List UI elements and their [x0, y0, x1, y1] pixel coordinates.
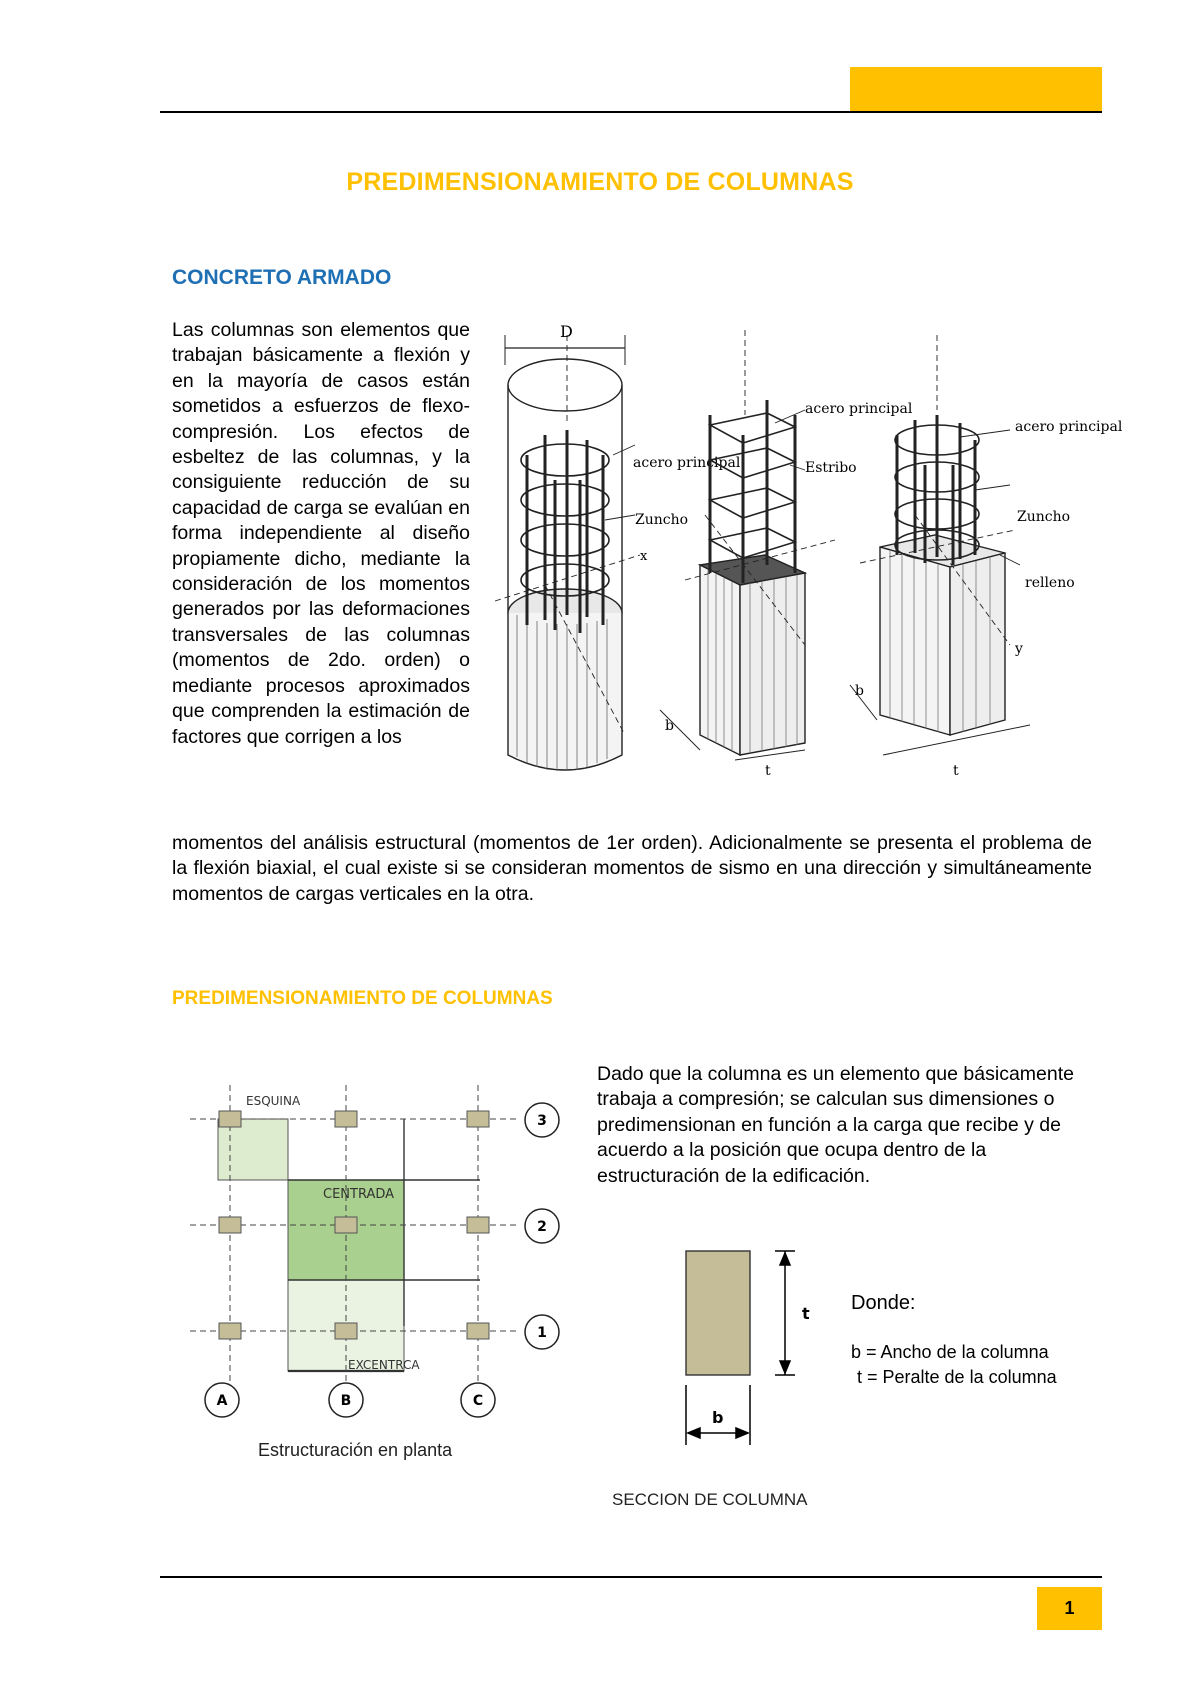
section-label-b: b — [712, 1408, 724, 1427]
corner-area — [218, 1119, 288, 1180]
axis-bubble-1: 1 — [537, 1325, 547, 1341]
circular-column-drawing — [495, 335, 640, 771]
label-relleno: relleno — [1025, 575, 1075, 591]
column-section-figure — [670, 1245, 830, 1480]
label-excentrica: EXCENTRCA — [348, 1358, 420, 1372]
section-caption: SECCION DE COLUMNA — [612, 1490, 808, 1509]
label-estribo: Estribo — [805, 460, 857, 476]
footer-rule — [160, 1576, 1102, 1578]
axis-bubble-a: A — [216, 1393, 228, 1409]
header-accent-bar — [850, 67, 1102, 112]
label-y: y — [1015, 641, 1023, 657]
label-x-1: x — [640, 549, 648, 564]
intro-paragraph-wrap: Las columnas son elementos que trabajan básicamente a flexión y en la mayoría de casos están sometidos a esfuerzos de flexo-compresión. Los efectos de esbeltez de las columnas, y la consiguiente reducción de su capacidad de carga se evalúan en forma independiente al diseño propiamente dicho, mediante la consideración de los momentos generados por las deformaciones transversales de las columnas (momentos de 2do. orden) o mediante procesos aproximados que comprenden la estimación de factores que corrigen a los — [172, 319, 470, 748]
columns-illustration — [505, 315, 1123, 815]
plan-caption: Estructuración en planta — [258, 1440, 453, 1460]
label-zuncho-3: Zuncho — [1017, 509, 1071, 525]
header-rule — [160, 111, 1102, 113]
label-t-2: t — [765, 763, 771, 779]
label-d: D — [560, 322, 573, 341]
label-acero-principal-3: acero principal — [1015, 419, 1123, 435]
spiral-square-column-drawing — [850, 335, 1030, 755]
label-acero-principal-1: acero principal — [633, 455, 741, 471]
label-b-3: b — [855, 683, 864, 699]
legend-donde: Donde: — [851, 1292, 916, 1314]
column-section-rect — [686, 1251, 750, 1375]
section-heading-concreto: CONCRETO ARMADO — [172, 266, 392, 289]
label-b-2: b — [665, 718, 674, 734]
intro-paragraph-full: momentos del análisis estructural (momentos de 1er orden). Adicionalmente se presenta el problema de la flexión biaxial, el cual existe si se consideran momentos de sismo en una dirección y simultáneamente momentos de cargas verticales en la otra. — [172, 832, 1092, 905]
axis-bubble-c: C — [472, 1393, 484, 1409]
axis-bubble-3: 3 — [537, 1113, 547, 1129]
square-column-drawing — [660, 330, 835, 760]
label-zuncho-1: Zuncho — [635, 512, 689, 528]
section-label-t: t — [802, 1304, 810, 1323]
page-number: 1 — [1037, 1587, 1102, 1630]
predim-paragraph: Dado que la columna es un elemento que básicamente trabaja a compresión; se calculan sus dimensiones o predimensionan en función a la carga que recibe y de acuerdo a la posición que ocupa dentro de la estructuración de la edificación. — [597, 1063, 1074, 1187]
page-title: PREDIMENSIONAMIENTO DE COLUMNAS — [346, 168, 854, 196]
label-t-3: t — [953, 763, 959, 779]
label-acero-principal-2: acero principal — [805, 401, 913, 417]
plan-structure-figure — [170, 1085, 570, 1465]
axis-bubble-2: 2 — [537, 1219, 547, 1235]
section-heading-predim: PREDIMENSIONAMIENTO DE COLUMNAS — [172, 988, 553, 1009]
label-esquina: ESQUINA — [246, 1094, 301, 1108]
legend-t-definition: t = Peralte de la columna — [857, 1367, 1057, 1387]
axis-bubble-b: B — [340, 1393, 352, 1409]
legend-b-definition: b = Ancho de la columna — [851, 1342, 1049, 1362]
label-centrada: CENTRADA — [323, 1187, 395, 1202]
